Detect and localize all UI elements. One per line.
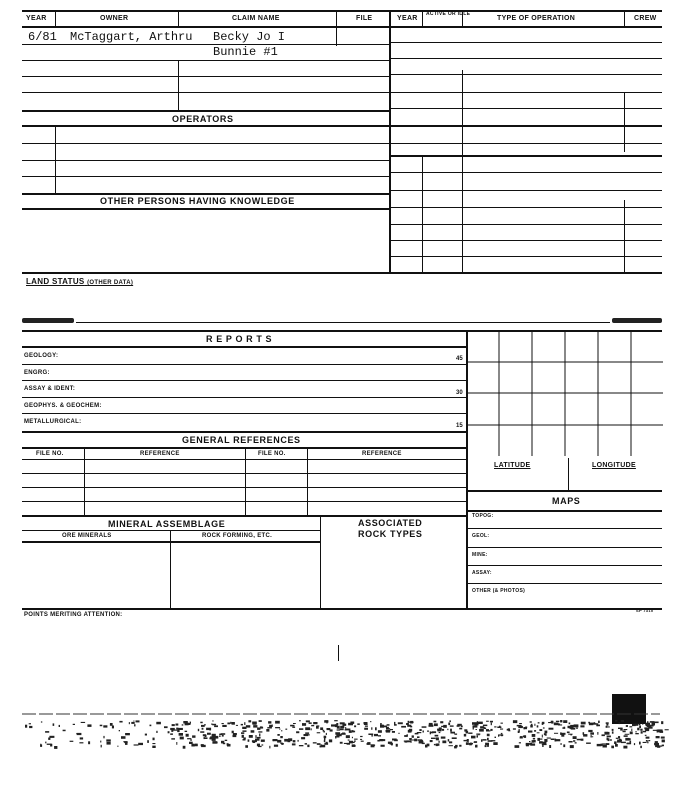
header-type-of-operation: TYPE OF OPERATION [497, 15, 576, 22]
header-claim-name: CLAIM NAME [232, 15, 280, 22]
report-metallurgical: METALLURGICAL: [24, 419, 82, 425]
form-code: SP 7310 [636, 608, 654, 613]
gr-reference-2: REFERENCE [362, 451, 402, 457]
header-file: FILE [356, 15, 373, 22]
rock-forming-label: ROCK FORMING, ETC. [202, 533, 273, 539]
center-divider [389, 10, 391, 272]
maps-topog: TOPOG: [472, 513, 494, 519]
entry-owner: McTaggart, Arthru [70, 30, 193, 44]
report-num-30: 30 [456, 390, 463, 396]
entry-claim-2: Bunnie #1 [213, 45, 278, 59]
maps-geol: GEOL: [472, 533, 490, 539]
report-engrg: ENGRG: [24, 370, 50, 376]
header-owner: OWNER [100, 15, 129, 22]
general-references-title: GENERAL REFERENCES [182, 435, 301, 445]
land-status-text: LAND STATUS [26, 277, 85, 286]
top-border [22, 10, 662, 12]
header-bottom-border [22, 26, 662, 28]
report-num-45: 45 [456, 356, 463, 362]
report-geophys: GEOPHYS. & GEOCHEM: [24, 403, 102, 409]
header-crew: CREW [634, 15, 657, 22]
section-grid [467, 331, 663, 456]
latitude-label: LATITUDE [494, 462, 531, 469]
scan-noise-band [0, 692, 678, 762]
reports-title: R E P O R T S [206, 334, 273, 344]
maps-title: MAPS [552, 496, 581, 506]
associated-rock-types-2: ROCK TYPES [358, 529, 423, 539]
points-meriting-attention: POINTS MERITING ATTENTION: [24, 612, 123, 618]
gr-file-no-2: FILE NO. [258, 451, 286, 457]
header-year-right: YEAR [397, 15, 418, 22]
header-active-or-idle: ACTIVE OR IDLE [426, 11, 471, 17]
header-year: YEAR [26, 15, 47, 22]
associated-rock-types-1: ASSOCIATED [358, 518, 423, 528]
maps-other: OTHER (& PHOTOS) [472, 588, 526, 594]
report-num-15: 15 [456, 423, 463, 429]
longitude-label: LONGITUDE [592, 462, 636, 469]
other-persons-title: OTHER PERSONS HAVING KNOWLEDGE [100, 196, 295, 206]
gr-file-no-1: FILE NO. [36, 451, 64, 457]
gr-reference-1: REFERENCE [140, 451, 180, 457]
land-status-label [26, 277, 133, 286]
entry-claim-1: Becky Jo I [213, 30, 286, 44]
ore-minerals-label: ORE MINERALS [62, 533, 112, 539]
report-geology: GEOLOGY: [24, 353, 59, 359]
maps-mine: MINE: [472, 552, 488, 558]
mineral-assemblage-title: MINERAL ASSEMBLAGE [108, 519, 226, 529]
land-status-sub: (OTHER DATA) [87, 280, 134, 286]
report-assay: ASSAY & IDENT: [24, 386, 76, 392]
entry-year: 6/81 [28, 30, 57, 44]
maps-assay: ASSAY: [472, 570, 492, 576]
operators-title: OPERATORS [172, 114, 234, 124]
